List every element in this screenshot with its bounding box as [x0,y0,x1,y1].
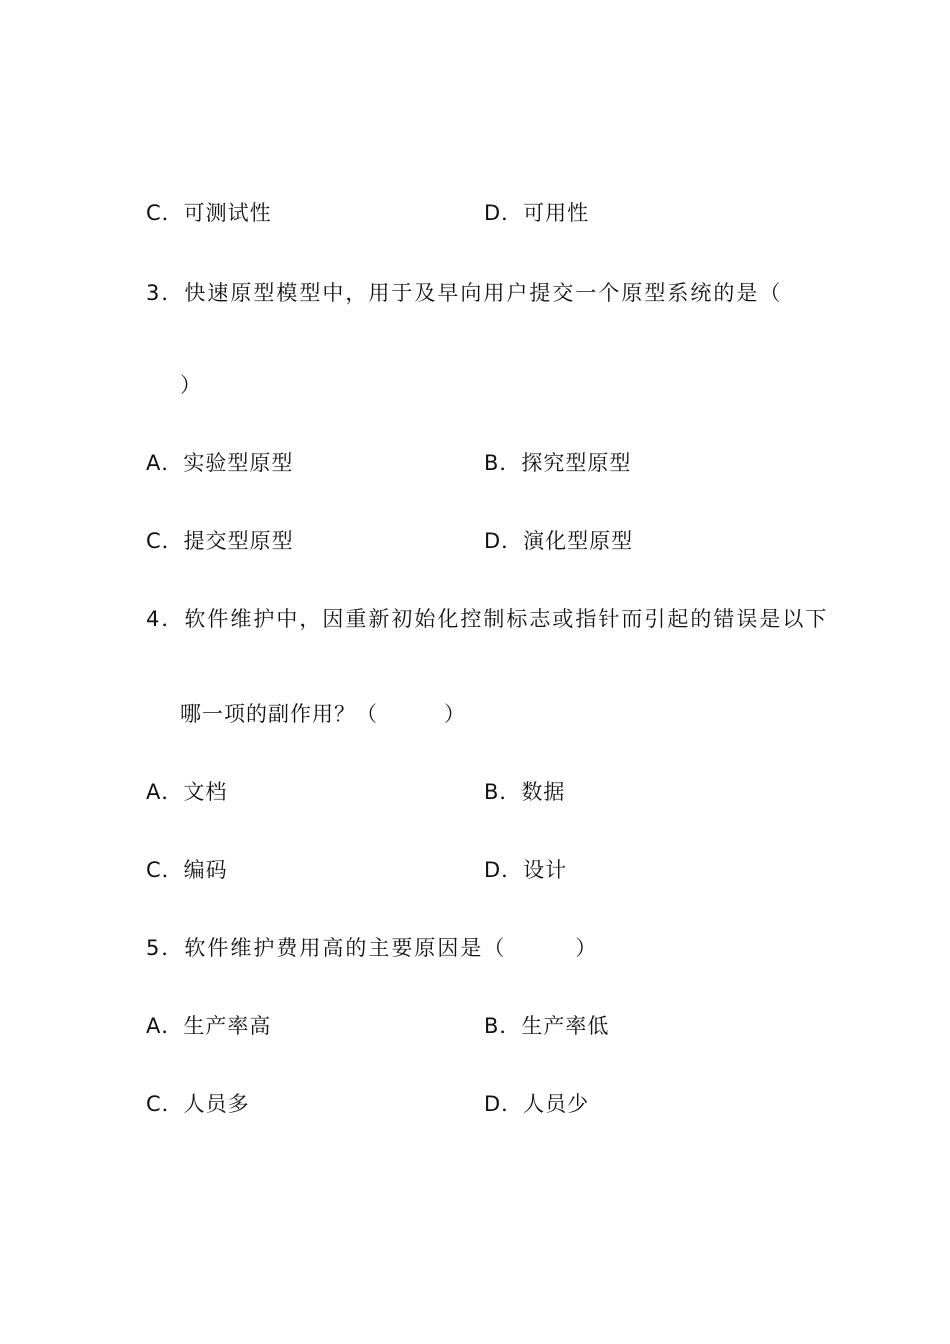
q3-option-d: D．演化型原型 [484,529,634,553]
q5-option-b: B．生产率低 [484,1014,610,1038]
q4-stem-line1: 4．软件维护中，因重新初始化控制标志或指针而引起的错误是以下 [146,607,829,631]
q4-option-d: D．设计 [484,858,568,882]
q3-option-a: A．实验型原型 [146,451,294,475]
q2-option-c: C．可测试性 [146,201,272,225]
q3-stem-line1: 3．快速原型模型中，用于及早向用户提交一个原型系统的是（ [146,281,783,305]
q3-option-b: B．探究型原型 [484,451,632,475]
q3-stem-line2: ） [180,373,202,397]
q4-option-c: C．编码 [146,858,228,882]
q5-option-a: A．生产率高 [146,1014,272,1038]
q4-stem-line2: 哪一项的副作用？（ ） [180,702,466,726]
q5-option-d: D．人员少 [484,1092,590,1116]
q4-option-b: B．数据 [484,780,566,804]
q3-option-c: C．提交型原型 [146,529,294,553]
q5-stem-line1: 5．软件维护费用高的主要原因是（ ） [146,936,599,960]
q4-option-a: A．文档 [146,780,228,804]
q5-option-c: C．人员多 [146,1092,250,1116]
q2-option-d: D．可用性 [484,201,590,225]
